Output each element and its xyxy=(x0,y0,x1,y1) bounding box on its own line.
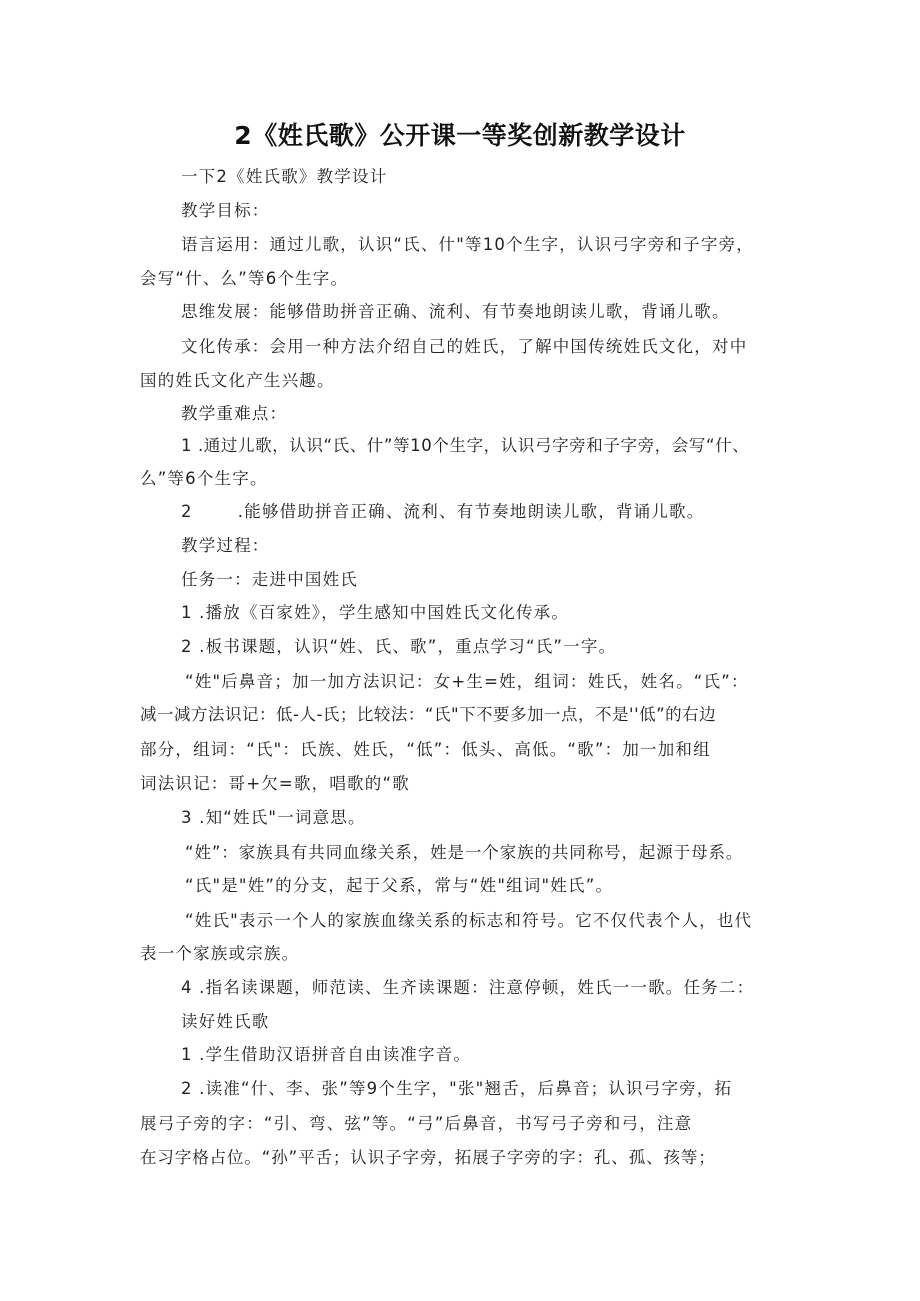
text-line: 读好姓氏歌 xyxy=(181,1012,270,1031)
text-line: 么”等6个生字。 xyxy=(140,469,268,488)
text-line: 文化传承：会用一种方法介绍自己的姓氏，了解中国传统姓氏文化，对中 xyxy=(181,337,748,356)
text-line: 国的姓氏文化产生兴趣。 xyxy=(140,371,335,390)
text-line: 2 .板书课题，认识“姓、氏、歌”，重点学习“氏”一字。 xyxy=(181,637,617,656)
text-line: 会写“什、么”等6个生字。 xyxy=(140,269,349,288)
text-line: 一下2《姓氏歌》教学设计 xyxy=(181,167,388,186)
text-line: 思维发展：能够借助拼音正确、流利、有节奏地朗读儿歌，背诵儿歌。 xyxy=(181,302,730,321)
text-line: 任务一：走进中国姓氏 xyxy=(181,570,358,589)
text-line: 部分，组词：“氏"：氏族、姓氏，“低”：低头、高低。“歌”：加一加和组 xyxy=(140,740,711,759)
text-line: 教学目标： xyxy=(181,201,270,220)
text-line: 词法识记：哥+欠=歌，唱歌的“歌 xyxy=(140,774,410,793)
text-line: “氏"是"姓”的分支，起于父系，常与“姓"组词"姓氏”。 xyxy=(185,876,614,895)
text-line: 1 .学生借助汉语拼音自由读准字音。 xyxy=(181,1045,472,1064)
text-line: 展弓子旁的字：“引、弯、弦”等。“弓”后鼻音，书写弓子旁和弓，注意 xyxy=(140,1114,693,1133)
text-line: 4 .指名读课题，师范读、生齐读课题：注意停顿，姓氏一一歌。任务二： xyxy=(181,978,755,997)
text-line: “姓氏"表示一个人的家族血缘关系的标志和符号。它不仅代表个人，也代 xyxy=(185,911,753,930)
text-line: 2 .读准“什、李、张”等9个生字，"张"翘舌，后鼻音；认识弓字旁，拓 xyxy=(181,1079,733,1098)
text-line: 减一减方法识记：低-人-氏；比较法：“氏"下不要多加一点，不是''低”的右边 xyxy=(140,705,717,724)
text-line: 教学重难点： xyxy=(181,404,288,423)
text-line: 3 .知“姓氏"一词意思。 xyxy=(181,808,366,827)
text-line: 2 .能够借助拼音正确、流利、有节奏地朗读儿歌，背诵儿歌。 xyxy=(181,502,705,521)
text-line: 语言运用：通过儿歌，认识“氏、什"等10个生字，认识弓字旁和子字旁， xyxy=(181,235,754,254)
text-line: 在习字格占位。“孙”平舌；认识子字旁，拓展子字旁的字：孔、孤、孩等； xyxy=(140,1148,716,1167)
text-line: “姓"后鼻音；加一加方法识记：女+生=姓，组词：姓氏，姓名。“氏”： xyxy=(185,672,749,691)
text-line: 教学过程： xyxy=(181,536,270,555)
text-line: 1 .通过儿歌，认识“氏、什”等10个生字，认识弓字旁和子字旁，会写“什、 xyxy=(181,436,750,455)
text-line: 表一个家族或宗族。 xyxy=(140,944,300,963)
text-line: 1 .播放《百家姓》，学生感知中国姓氏文化传承。 xyxy=(181,603,570,622)
text-line: “姓”：家族具有共同血缘关系，姓是一个家族的共同称号，起源于母系。 xyxy=(185,843,744,862)
document-title: 2《姓氏歌》公开课一等奖创新教学设计 xyxy=(234,121,686,150)
